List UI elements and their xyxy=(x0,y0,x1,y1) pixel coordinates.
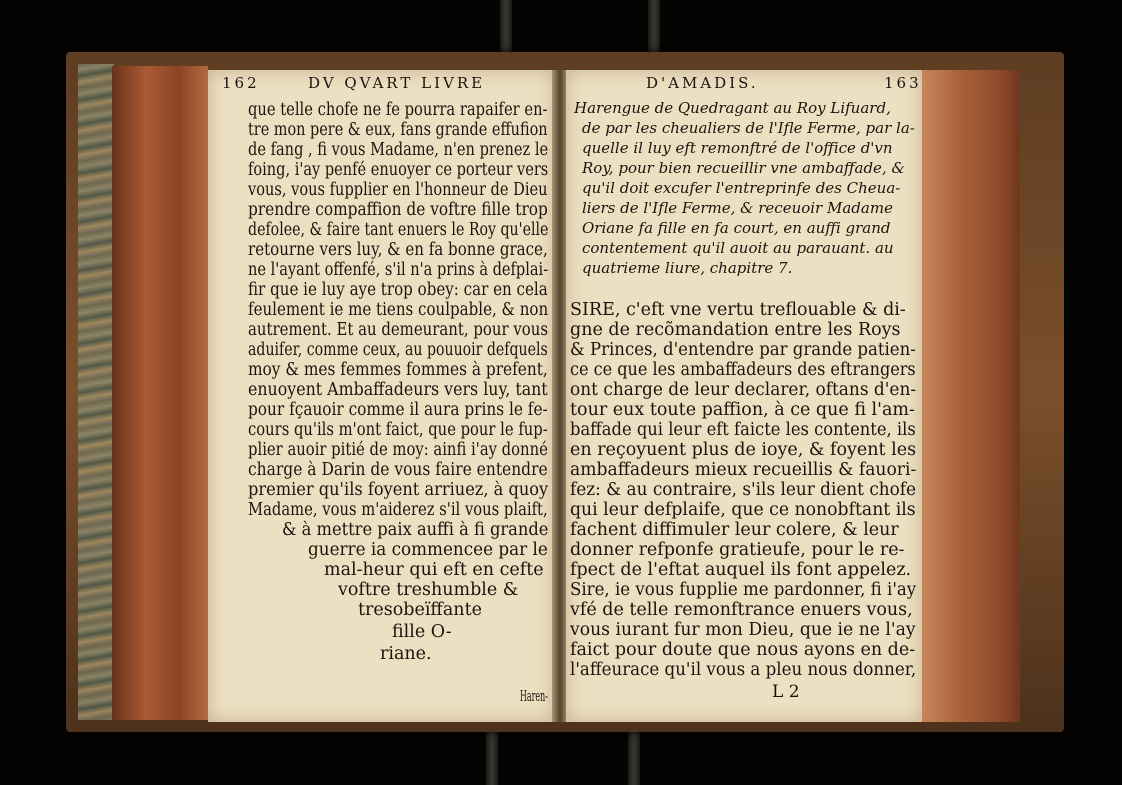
summary-line: Oriane fa fille en fa court, en auffi grand xyxy=(582,219,891,237)
summary-line: Roy, pour bien recueillir vne ambaffade, & xyxy=(582,159,905,177)
text-line: vous, vous fupplier en l'honneur de Dieu xyxy=(248,180,548,200)
text-line: fachent diffimuler leur colere, & leur xyxy=(570,520,899,540)
summary-line: de par les cheualiers de l'Ifle Ferme, par la- xyxy=(582,119,915,137)
text-line: moy & mes femmes fommes à prefent, xyxy=(248,360,548,380)
text-line: prendre compaffion de voftre fille trop xyxy=(248,200,548,220)
text-line: ont charge de leur declarer, oftans d'en- xyxy=(570,380,917,400)
text-line: Madame, vous m'aiderez s'il vous plaift, xyxy=(248,500,548,520)
text-line: plier auoir pitié de moy: ainfi i'ay donné xyxy=(248,440,548,460)
left-page xyxy=(208,70,554,722)
catchword: Haren- xyxy=(520,687,548,705)
left-page-edges xyxy=(112,66,208,720)
text-line: SIRE, c'eft vne vertu treflouable & di- xyxy=(570,300,906,320)
text-line: aduifer, comme ceux, au pouuoir defquels xyxy=(248,340,548,360)
summary-line: contentement qu'il auoit au parauant. au xyxy=(582,239,894,257)
text-line: foing, i'ay penfé enuoyer ce porteur vers xyxy=(248,160,549,180)
signature-mark: L 2 xyxy=(772,682,800,702)
text-line: fir que ie luy aye trop obey: car en cela xyxy=(248,280,548,300)
binding-cord-bottom-right xyxy=(628,724,640,785)
binding-cord-bottom-left xyxy=(486,724,498,785)
text-line: ce ce que les ambaffadeurs des eftrangers xyxy=(570,360,916,380)
text-line: & Princes, d'entendre par grande patien- xyxy=(570,340,916,360)
text-line: voftre treshumble & xyxy=(338,580,519,600)
summary-line: quatrieme liure, chapitre 7. xyxy=(582,259,793,277)
text-line: baffade qui leur eft faicte les contente, ils xyxy=(570,420,916,440)
signature-line: riane. xyxy=(380,644,432,664)
text-line: mal-heur qui eft en cefte xyxy=(324,560,544,580)
text-line: retourne vers luy, & en fa bonne grace, xyxy=(248,240,548,260)
text-line: tresobeïffante xyxy=(358,600,482,620)
running-head-right: D'AMADIS. xyxy=(646,74,759,92)
page-number-right: 163 xyxy=(884,74,922,92)
text-line: vous iurant fur mon Dieu, que ie ne l'ay xyxy=(570,620,916,640)
text-line: donner refponfe gratieufe, pour le re- xyxy=(570,540,905,560)
text-line: defolee, & faire tant enuers le Roy qu'elle xyxy=(248,220,549,240)
text-line: l'affeurace qu'il vous a pleu nous donner, xyxy=(570,660,917,680)
text-line: pour fçauoir comme il aura prins le fe- xyxy=(248,400,548,420)
summary-line: qu'il doit excufer l'entreprinfe des Cheua- xyxy=(582,179,901,197)
text-line: enuoyent Ambaffadeurs vers luy, tant xyxy=(248,380,548,400)
text-line: cours qu'ils m'ont faict, que pour le fup- xyxy=(248,420,548,440)
summary-line: liers de l'Ifle Ferme, & receuoir Madame xyxy=(582,199,893,217)
text-line: Sire, ie vous fupplie me pardonner, fi i'ay xyxy=(570,580,917,600)
text-line: guerre ia commencee par le xyxy=(308,540,548,560)
signature-line: fille O- xyxy=(392,622,452,642)
text-line: premier qu'ils foyent arriuez, à quoy xyxy=(248,480,549,500)
right-page xyxy=(566,70,922,722)
text-line: fpect de l'eftat auquel ils font appelez. xyxy=(570,560,912,580)
text-line: faict pour doute que nous ayons en de- xyxy=(570,640,916,660)
page-number-left: 162 xyxy=(222,74,260,92)
text-line: vfé de telle remonftrance enuers vous, xyxy=(570,600,913,620)
text-line: charge à Darin de vous faire entendre xyxy=(248,460,548,480)
text-line: ne l'ayant offenfé, s'il n'a prins à defplai- xyxy=(248,260,549,280)
text-line: ambaffadeurs mieux recueillis & fauori- xyxy=(570,460,917,480)
text-line: de fang , fi vous Madame, n'en prenez le xyxy=(248,140,549,160)
summary-line: Harengue de Quedragant au Roy Lifuard, xyxy=(574,99,891,117)
running-head-left: DV QVART LIVRE xyxy=(308,74,486,92)
text-line: & à mettre paix auffi à fi grande xyxy=(282,520,549,540)
text-line: feulement ie me tiens coulpable, & non xyxy=(248,300,549,320)
summary-line: quelle il luy eft remonftré de l'office d'vn xyxy=(582,139,893,157)
text-line: tour eux toute paffion, à ce que fi l'am- xyxy=(570,400,915,420)
text-line: autrement. Et au demeurant, pour vous xyxy=(248,320,548,340)
marbled-endpaper xyxy=(78,64,114,720)
right-page-edges xyxy=(922,70,1020,722)
text-line: en reçoyuent plus de ioye, & foyent les xyxy=(570,440,917,460)
text-line: qui leur defplaife, que ce nonobftant ils xyxy=(570,500,916,520)
text-line: fez: & au contraire, s'ils leur dient chofe xyxy=(570,480,917,500)
text-line: que telle chofe ne fe pourra rapaifer en- xyxy=(248,100,548,120)
text-line: gne de recõmandation entre les Roys xyxy=(570,320,901,340)
text-line: tre mon pere & eux, fans grande effufion xyxy=(248,120,548,140)
